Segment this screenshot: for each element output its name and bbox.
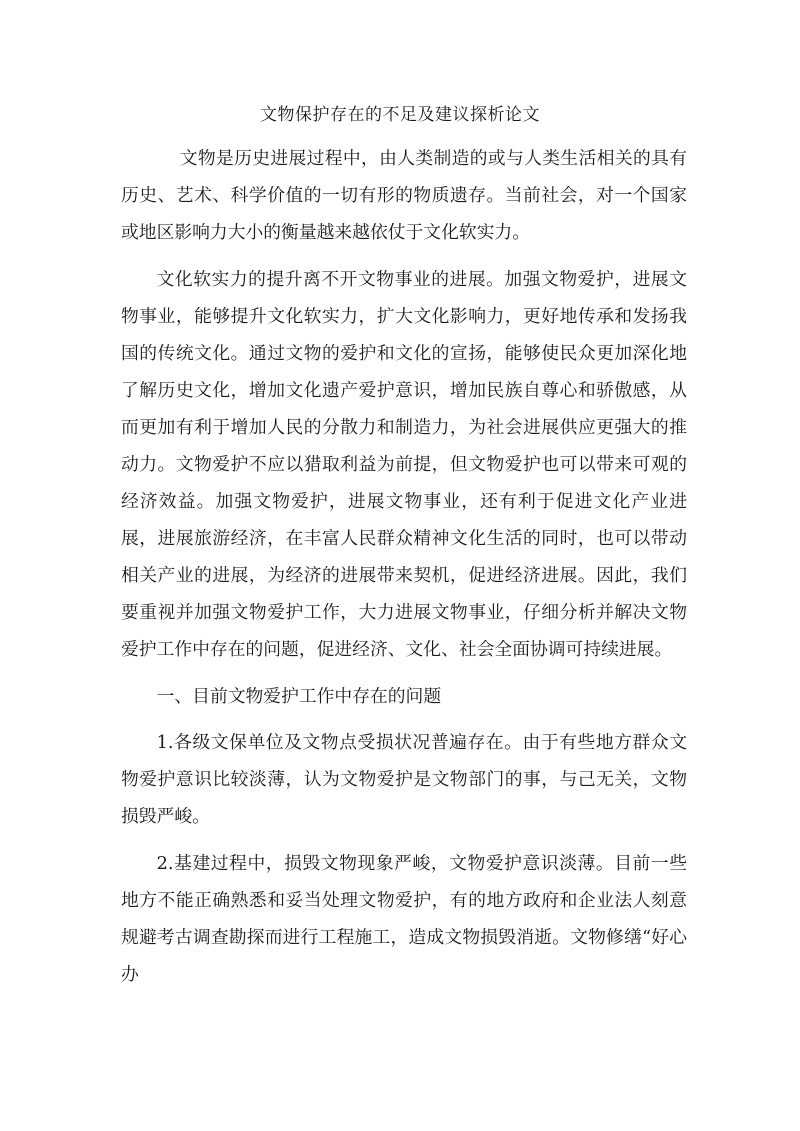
- paragraph-intro: 文物是历史进展过程中，由人类制造的或与人类生活相关的具有历史、艺术、科学价值的一切有形的物质遗存。当前社会，对一个国家或地区影响力大小的衡量越来越依仗于文化软实力。: [121, 148, 687, 243]
- document-body: [121, 140, 687, 1003]
- paragraph-item-2: 2.基建过程中，损毁文物现象严峻，文物爱护意识淡薄。目前一些地方不能正确熟悉和妥当处理文物爱护，有的地方政府和企业法人刻意规避考古调查勘探而进行工程施工，造成文物损毁消逝。文物修缮“好心办: [121, 853, 687, 985]
- paragraph-item-1: 1.各级文保单位及文物点受损状况普遍存在。由于有些地方群众文物爱护意识比较淡薄，认为文物爱护是文物部门的事，与己无关，文物损毁严峻。: [121, 732, 687, 827]
- section-heading-problems: 一、目前文物爱护工作中存在的问题: [156, 686, 442, 707]
- document-title: 文物保护存在的不足及建议探析论文: [260, 105, 540, 125]
- paragraph-soft-power: 文化软实力的提升离不开文物事业的进展。加强文物爱护，进展文物事业，能够提升文化软实力，扩大文化影响力，更好地传承和发扬我国的传统文化。通过文物的爱护和文化的宣扬，能够使民众更加深化地了解历史文化，增加文化遗产爱护意识，增加民族自尊心和骄傲感，从而更加有利于增加人民的分散力和制造力，为社会进展供应更强大的推动力。文物爱护不应以猎取利益为前提，但文物爱护也可以带来可观的经济效益。加强文物爱护，进展文物事业，还有利于促进文化产业进展，进展旅游经济，在丰富人民群众精神文化生活的同时，也可以带动相关产业的进展，为经济的进展带来契机，促进经济进展。因此，我们要重视并加强文物爱护工作，大力进展文物事业，仔细分析并解决文物爱护工作中存在的问题，促进经济、文化、社会全面协调可持续进展。: [121, 269, 687, 660]
